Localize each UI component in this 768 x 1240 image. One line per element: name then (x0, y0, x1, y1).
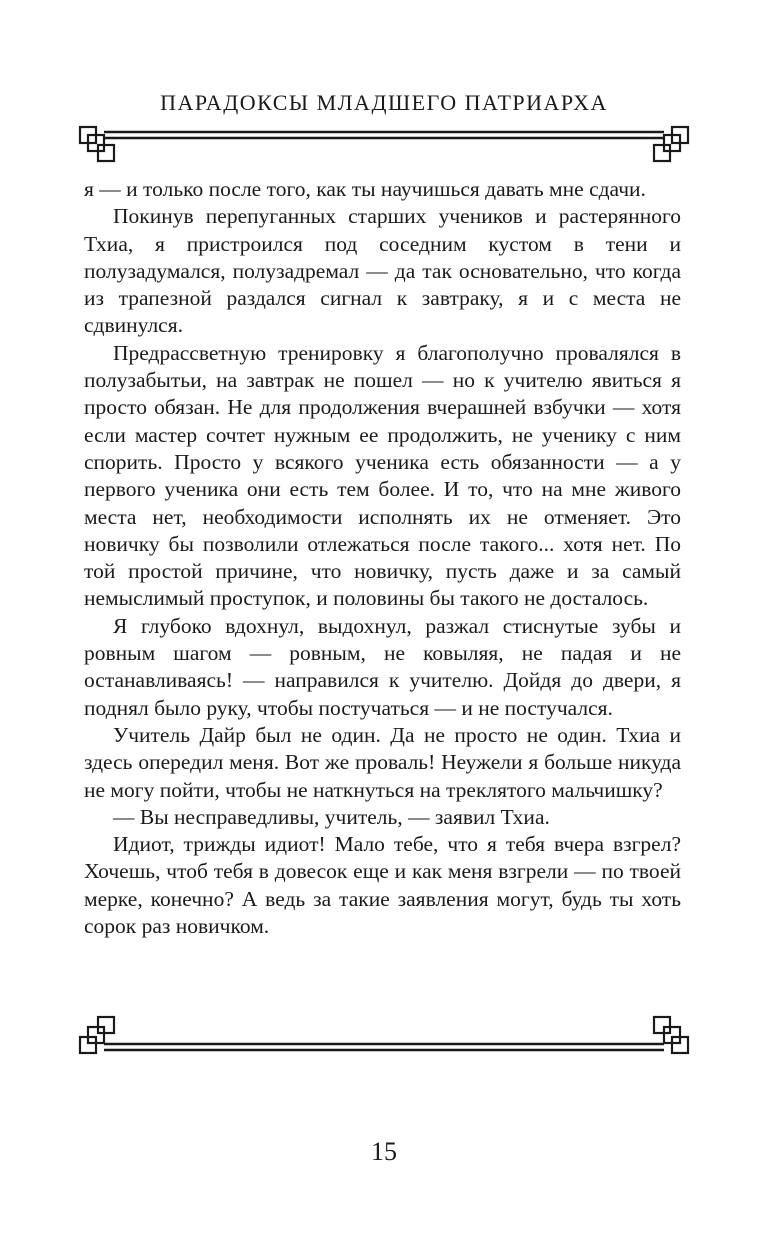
bottom-ornament-border (78, 1014, 690, 1060)
paragraph: я — и только после того, как ты научишься давать мне сдачи. (84, 177, 646, 201)
paragraph: Учитель Дайр был не один. Да не просто не один. Тхиа и здесь опередил меня. Вот же проваль! Неужели я больше никуда не могу пойти, чтобы не наткнуться на треклятого мальчишку? (84, 722, 681, 802)
paragraph: — Вы несправедливы, учитель, — заявил Тхиа. (113, 804, 550, 829)
paragraph: Я глубоко вдохнул, выдохнул, разжал стиснутые зубы и ровным шагом — ровным, не ковыляя, не падая и не останавливаясь! — направился к учителю. Дойдя до двери, я поднял было руку, чтобы постучаться — и не постучался. (84, 613, 681, 720)
top-ornament-border (78, 124, 690, 170)
paragraph: Покинув перепуганных старших учеников и растерянного Тхиа, я пристроился под соседним кустом в тени и полузадумался, полузадремал — да так основательно, что когда из трапезной раздался сигнал к завтраку, я и с места не сдвинулся. (84, 204, 681, 338)
paragraph: Предрассветную тренировку я благополучно провалялся в полузабытьи, на завтрак не пошел — но к учителю явиться я просто обязан. Не для продолжения вчерашней взбучки — хотя если мастер сочтет нужным ее продолжить, не ученику с ним спорить. Просто у всякого ученика есть обязанности — а у первого ученика они есть тем более. И то, что на мне живого места нет, необходимости исполнять их не отменяет. Это новичку бы позволили отлежаться после такого... хотя нет. По той простой причине, что новичку, пусть даже и за самый немыслимый проступок, и половины бы такого не досталось. (84, 340, 681, 611)
paragraph: Идиот, трижды идиот! Мало тебе, что я тебя вчера взгрел? Хочешь, чтоб тебя в довесок еще и как меня взгрели — по твоей мерке, конечно? А ведь за такие заявления могут, будь ты хоть сорок раз новичком. (84, 832, 681, 939)
body-text (84, 176, 681, 940)
running-head: ПАРАДОКСЫ МЛАДШЕГО ПАТРИАРХА (160, 90, 608, 115)
page-number: 15 (371, 1137, 397, 1166)
